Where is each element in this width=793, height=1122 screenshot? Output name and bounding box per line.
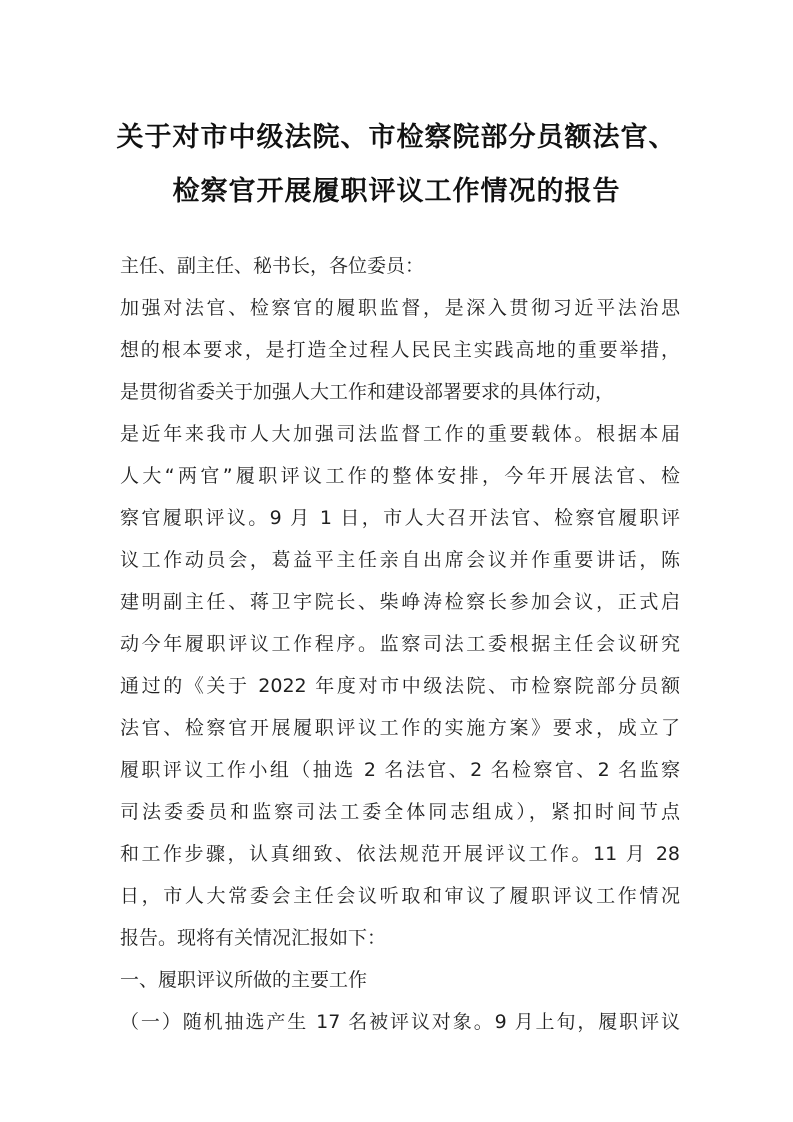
- report-title-line-1: 关于对市中级法院、市检察院部分员额法官、: [116, 122, 677, 153]
- body-line: 通过的《关于 2022 年度对市中级法院、市检察院部分员额: [120, 675, 680, 697]
- body-line: 司法委委员和监察司法工委全体同志组成），紧扣时间节点: [120, 801, 680, 823]
- subsection-line: （一）随机抽选产生 17 名被评议对象。9 月上旬，履职评议: [120, 1011, 680, 1033]
- body-line: 议工作动员会，葛益平主任亲自出席会议并作重要讲话，陈: [120, 549, 680, 571]
- body-line: 人大“两官”履职评议工作的整体安排，今年开展法官、检: [120, 465, 680, 487]
- section-heading: 一、履职评议所做的主要工作: [120, 969, 368, 991]
- body-line: 是近年来我市人大加强司法监督工作的重要载体。根据本届: [120, 423, 680, 445]
- body-line: 建明副主任、蒋卫宇院长、柴峥涛检察长参加会议，正式启: [120, 591, 680, 613]
- body-line: 是贯彻省委关于加强人大工作和建设部署要求的具体行动，: [120, 381, 615, 403]
- body-line: 动今年履职评议工作程序。监察司法工委根据主任会议研究: [120, 633, 680, 655]
- body-line: 加强对法官、检察官的履职监督，是深入贯彻习近平法治思: [120, 297, 680, 319]
- body-line: 和工作步骤，认真细致、依法规范开展评议工作。11 月 28: [120, 843, 680, 865]
- body-line: 日，市人大常委会主任会议听取和审议了履职评议工作情况: [120, 885, 680, 907]
- report-title-line-2: 检察官开展履职评议工作情况的报告: [172, 176, 621, 207]
- body-line: 履职评议工作小组（抽选 2 名法官、2 名检察官、2 名监察: [120, 759, 680, 781]
- body-line: 报告。现将有关情况汇报如下：: [120, 927, 387, 949]
- salutation-line: 主任、副主任、秘书长，各位委员：: [120, 255, 425, 277]
- body-line: 察官履职评议。9 月 1 日，市人大召开法官、检察官履职评: [120, 507, 680, 529]
- body-line: 想的根本要求，是打造全过程人民民主实践高地的重要举措，: [120, 339, 680, 361]
- body-line: 法官、检察官开展履职评议工作的实施方案》要求，成立了: [120, 717, 680, 739]
